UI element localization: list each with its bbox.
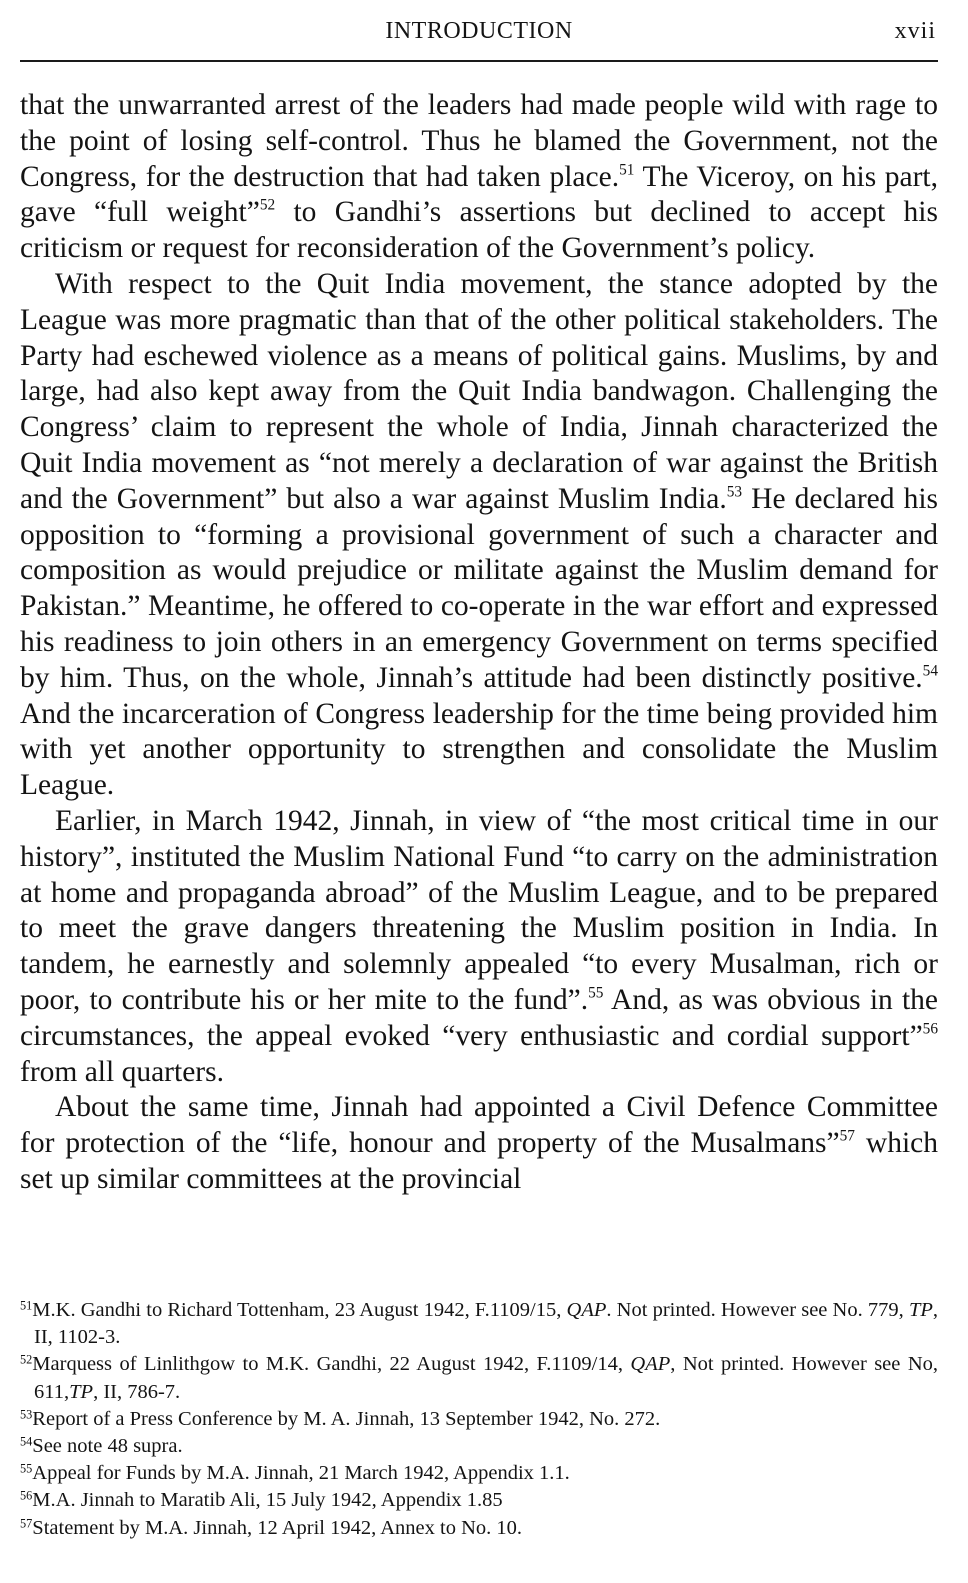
footnote-text: . Not printed. However see No. 779, [606,1299,909,1321]
footnote-text: , II, 786-7. [93,1380,181,1403]
body-text [20,60,938,1198]
header-rule [20,60,938,62]
footnote-number: 51 [20,1298,33,1313]
footnote-ref-53: 53 [726,483,743,501]
footnote-text: Statement by M.A. Jinnah, 12 April 1942, Annex to No. 10. [32,1516,522,1539]
paragraph-4 [20,1090,938,1197]
footnote-ref-56: 56 [922,1020,938,1038]
footnote-number: 57 [20,1515,33,1530]
text-run: to Gandhi’s assertions but declined to accept his criticism or request for reconsideration of the Government’s policy. [20,196,938,265]
footnote-number: 56 [20,1488,33,1503]
text-run: With respect to the Quit India movement, the stance adopted by the League was more pragmatic than that of the other political stakeholders. The Party had eschewed violence as a means of political gains. Muslims, by and large, had also kept away from the Quit India bandwagon. Challenging the Congress’ claim to represent the whole of India, Jinnah characterized the Quit India movement as “not merely a declaration of war against the British and the Government” but also a war against Muslim India. [20,267,938,515]
page-number: xvii [894,18,936,44]
footnote-text: Appeal for Funds by M.A. Jinnah, 21 March 1942, Appendix 1.1. [32,1462,570,1485]
text-run: And the incarceration of Congress leadership for the time being provided him with yet another opportunity to strengthen and consolidate the Muslim League. [20,697,938,802]
footnote-number: 55 [20,1461,33,1476]
text-run: And, as was obvious in the circumstances, the appeal evoked “very enthusiastic and cordial support” [20,983,938,1052]
footnote-ref-51: 51 [619,161,635,179]
running-title: INTRODUCTION [385,18,573,44]
footnotes [20,1297,938,1542]
footnote-italic: QAP [566,1299,607,1321]
footnote-text: Marquess of Linlithgow to M.K. Gandhi, 22 August 1942, F.1109/14, [32,1353,631,1376]
footnote-italic: QAP [630,1353,671,1376]
footnote-57 [20,1515,938,1542]
text-run: from all quarters. [20,1055,224,1088]
footnote-text: M.K. Gandhi to Richard Tottenham, 23 August 1942, F.1109/15, [32,1299,567,1321]
footnote-ref-55: 55 [588,984,604,1002]
paragraph-1 [20,88,938,267]
footnote-56 [20,1487,938,1514]
footnote-text: Report of a Press Conference by M. A. Jinnah, 13 September 1942, No. 272. [32,1407,661,1430]
footnote-ref-52: 52 [259,196,276,214]
footnote-text: , II, 1102-3. [34,1299,938,1349]
text-run: that the unwarranted arrest of the leaders had made people wild with rage to the point of losing self-control. Thus he blamed the Government, not the Congress, for the destruction that had taken place. [20,89,938,193]
footnote-ref-54: 54 [922,662,938,680]
footnote-54 [20,1433,938,1460]
text-run: Earlier, in March 1942, Jinnah, in view of “the most critical time in our history”, instituted the Muslim National Fund “to carry on the administration at home and propaganda abroad” of the Muslim League, and to be prepared to meet the grave dangers threatening the Muslim position in India. In tandem, he earnestly and solemnly appealed “to every Musalman, rich or poor, to contribute his or her mite to the fund”. [20,804,938,1016]
footnote-number: 54 [20,1434,33,1449]
footnote-text: , Not printed. However see No, 611, [34,1353,938,1403]
footnote-51 [20,1297,938,1351]
text-run: He declared his opposition to “forming a provisional government of such a character and composition as would prejudice or militate against the Muslim demand for Pakistan.” Meantime, he offered to co-operate in the war effort and expressed his readiness to join others in an emergency Government on terms specified by him. Thus, on the whole, Jinnah’s attitude had been distinctly positive. [20,482,939,694]
paragraph-2 [20,267,938,804]
footnote-text: See note 48 supra. [32,1435,183,1458]
text-run: About the same time, Jinnah had appointed a Civil Defence Committee for protection of the “life, honour and property of the Musalmans” [20,1091,938,1160]
footnote-ref-57: 57 [839,1127,855,1145]
running-header [20,0,938,60]
footnote-52 [20,1351,938,1405]
footnote-number: 52 [20,1352,33,1367]
footnote-italic: TP [908,1299,933,1321]
footnote-italic: TP [69,1380,94,1403]
footnote-number: 53 [20,1407,33,1422]
text-run: which set up similar committees at the provincial [20,1127,939,1195]
footnote-text: M.A. Jinnah to Maratib Ali, 15 July 1942, Appendix 1.85 [32,1489,503,1512]
footnote-55 [20,1460,938,1487]
paragraph-3 [20,804,938,1090]
footnote-53 [20,1406,938,1433]
text-run: The Viceroy, on his part, gave “full weight” [20,160,938,229]
